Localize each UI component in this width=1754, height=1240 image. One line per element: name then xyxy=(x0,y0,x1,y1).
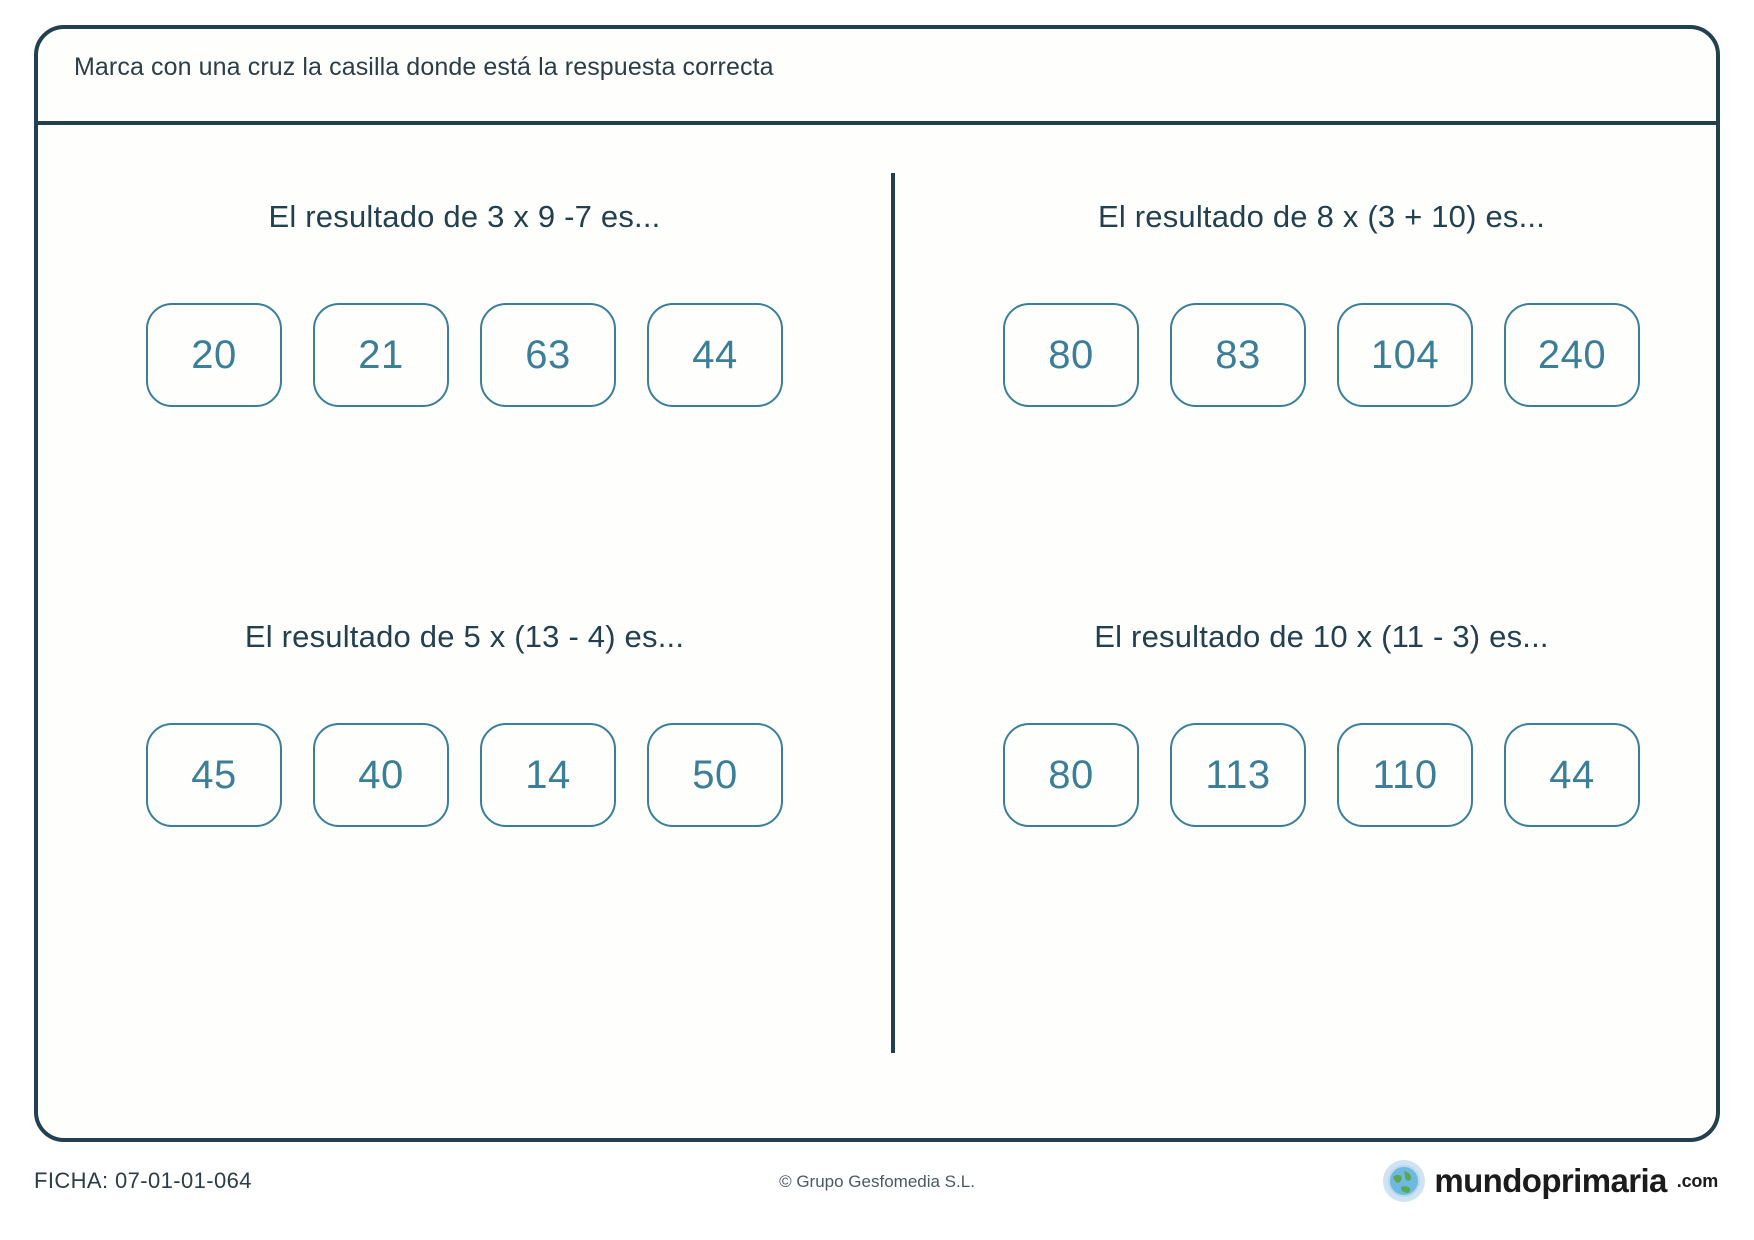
mundoprimaria-logo[interactable] xyxy=(1383,1160,1718,1202)
question-text-1: El resultado de 3 x 9 -7 es... xyxy=(268,199,661,234)
logo-wordmark: mundoprimaria xyxy=(1434,1162,1667,1199)
option-box[interactable] xyxy=(1170,723,1306,827)
option-box[interactable] xyxy=(1003,303,1139,407)
option-box[interactable] xyxy=(647,303,783,407)
instruction-text: Marca con una cruz la casilla donde está la respuesta correcta xyxy=(74,53,774,81)
option-value: 21 xyxy=(358,333,404,377)
option-box[interactable] xyxy=(1337,303,1473,407)
option-value: 40 xyxy=(358,753,404,797)
instruction-band xyxy=(38,29,1716,125)
logo-tld: .com xyxy=(1676,1170,1718,1191)
option-value: 110 xyxy=(1372,753,1438,797)
option-value: 63 xyxy=(525,333,571,377)
option-box[interactable] xyxy=(146,723,282,827)
option-box[interactable] xyxy=(647,723,783,827)
option-value: 44 xyxy=(692,333,738,377)
copyright-text: © Grupo Gesfomedia S.L. xyxy=(779,1172,975,1191)
options-row-1 xyxy=(38,303,891,407)
option-value: 14 xyxy=(525,753,571,797)
option-box[interactable] xyxy=(1337,723,1473,827)
options-row-4 xyxy=(895,723,1748,827)
option-value: 80 xyxy=(1048,333,1094,377)
option-value: 80 xyxy=(1048,753,1094,797)
globe-icon xyxy=(1383,1160,1425,1202)
option-box[interactable] xyxy=(146,303,282,407)
option-box[interactable] xyxy=(1504,303,1640,407)
questions-area xyxy=(38,125,1716,1142)
page-footer xyxy=(0,1160,1754,1230)
option-value: 45 xyxy=(191,753,237,797)
question-block-3 xyxy=(38,545,891,1045)
option-box[interactable] xyxy=(313,723,449,827)
options-row-3 xyxy=(38,723,891,827)
options-row-2 xyxy=(895,303,1748,407)
option-box[interactable] xyxy=(1003,723,1139,827)
question-text-2: El resultado de 8 x (3 + 10) es... xyxy=(1097,199,1546,234)
option-value: 20 xyxy=(191,333,237,377)
option-value: 83 xyxy=(1215,333,1261,377)
question-text-4: El resultado de 10 x (11 - 3) es... xyxy=(1094,619,1549,654)
option-value: 50 xyxy=(692,753,738,797)
option-value: 240 xyxy=(1537,333,1607,377)
option-value: 44 xyxy=(1549,753,1595,797)
option-value: 113 xyxy=(1205,753,1271,797)
option-box[interactable] xyxy=(480,723,616,827)
ficha-code: FICHA: 07-01-01-064 xyxy=(34,1168,252,1193)
option-value: 104 xyxy=(1370,333,1440,377)
option-box[interactable] xyxy=(480,303,616,407)
option-box[interactable] xyxy=(1170,303,1306,407)
question-block-4 xyxy=(895,545,1748,1045)
option-box[interactable] xyxy=(313,303,449,407)
worksheet-frame xyxy=(34,25,1720,1142)
question-text-3: El resultado de 5 x (13 - 4) es... xyxy=(244,619,685,654)
option-box[interactable] xyxy=(1504,723,1640,827)
